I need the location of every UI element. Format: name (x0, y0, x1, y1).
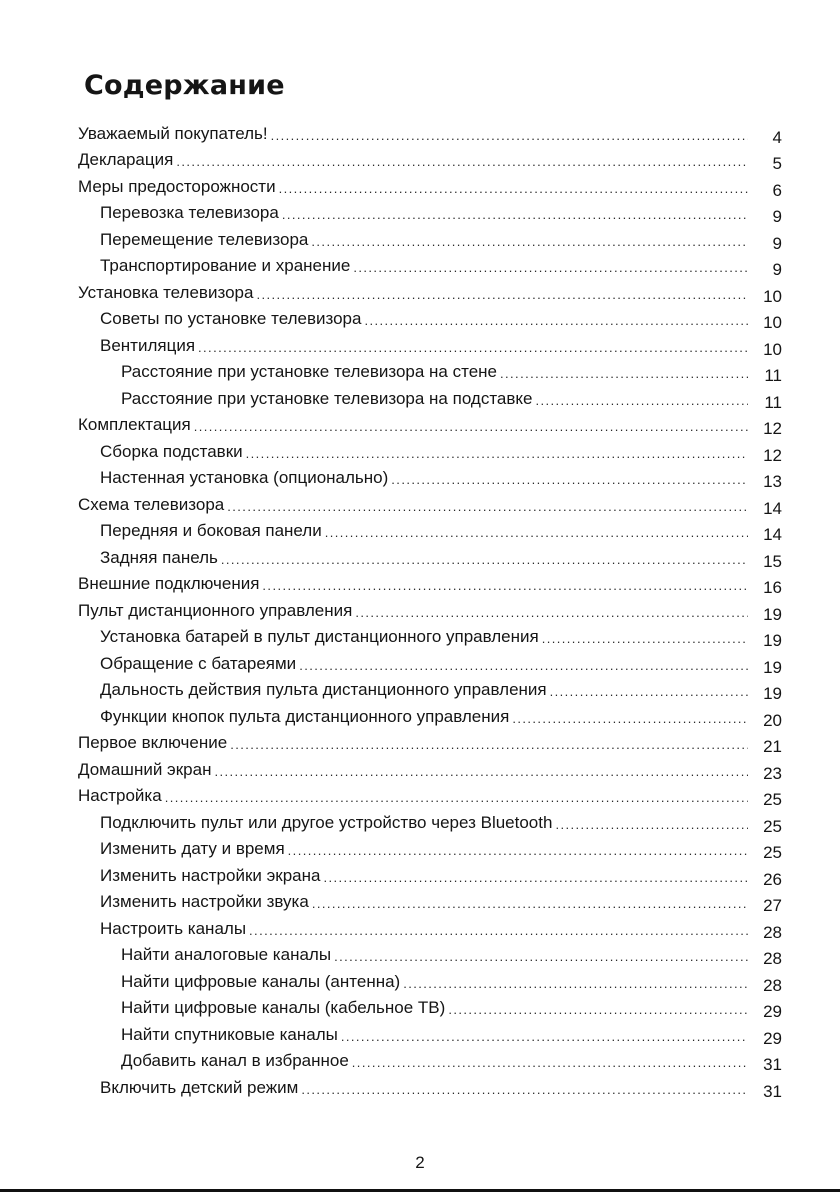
toc-entry-page: 25 (763, 843, 782, 862)
toc-entry-page: 16 (763, 578, 782, 597)
toc-entry[interactable] (78, 1045, 782, 1072)
toc-entry-label: Декларация (78, 150, 174, 169)
toc-entry[interactable] (78, 674, 782, 701)
toc-entry-label: Найти цифровые каналы (кабельное ТВ) (121, 998, 446, 1017)
dot-leader (542, 631, 748, 647)
toc-entry-label: Меры предосторожности (78, 176, 276, 196)
dot-leader (288, 843, 748, 859)
toc-entry[interactable] (78, 647, 782, 677)
toc-entry-page: 9 (772, 260, 782, 279)
toc-entry-label: Изменить дату и время (100, 839, 285, 858)
dot-leader (512, 711, 748, 727)
toc-entry-page: 27 (763, 896, 782, 915)
toc-entry-page: 31 (763, 1055, 782, 1074)
toc-entry[interactable] (78, 488, 782, 518)
toc-entry-label: Пульт дистанционного управления (78, 600, 353, 620)
table-of-contents (78, 117, 782, 1101)
toc-entry[interactable] (78, 382, 782, 412)
toc-entry-page: 28 (763, 975, 782, 995)
toc-entry[interactable] (78, 541, 782, 571)
toc-entry-page: 10 (763, 313, 782, 332)
toc-entry-page: 28 (763, 922, 782, 942)
toc-entry[interactable] (78, 886, 782, 913)
dot-leader (246, 446, 748, 462)
toc-entry[interactable] (78, 276, 782, 306)
toc-entry[interactable] (78, 329, 782, 359)
toc-entry[interactable] (78, 753, 782, 783)
dot-leader (341, 1029, 748, 1045)
dot-leader (550, 684, 748, 700)
toc-entry-label: Настройка (78, 786, 162, 805)
toc-entry-label: Обращение с батареями (100, 653, 297, 673)
toc-entry-page: 6 (772, 180, 782, 200)
toc-entry-label: Настенная установка (опционально) (100, 468, 389, 487)
toc-entry-label: Установка телевизора (78, 282, 254, 302)
page-number: 2 (415, 1153, 425, 1172)
dot-leader (176, 154, 748, 170)
toc-entry-page: 10 (763, 339, 782, 359)
toc-entry-label: Настроить каналы (100, 918, 247, 938)
toc-entry[interactable] (78, 965, 782, 995)
toc-entry-page: 19 (763, 631, 782, 650)
toc-entry[interactable] (78, 806, 782, 836)
dot-leader (403, 976, 748, 992)
dot-leader (364, 313, 748, 329)
toc-entry[interactable] (78, 939, 782, 966)
dot-leader (214, 764, 748, 780)
toc-entry-label: Вентиляция (100, 335, 196, 355)
toc-entry[interactable] (78, 223, 782, 253)
dot-leader (279, 181, 748, 197)
toc-entry[interactable] (78, 409, 782, 436)
toc-entry-label: Уважаемый покупатель! (78, 123, 268, 143)
toc-entry[interactable] (78, 462, 782, 489)
toc-entry-label: Комплектация (78, 415, 191, 434)
dot-leader (282, 207, 748, 223)
toc-entry[interactable] (78, 250, 782, 277)
dot-leader (198, 340, 748, 356)
toc-entry-label: Добавить канал в избранное (121, 1051, 349, 1070)
page-title: Содержание (84, 70, 285, 101)
dot-leader (249, 923, 748, 939)
toc-entry[interactable] (78, 621, 782, 648)
toc-entry-page: 19 (763, 684, 782, 703)
toc-entry-page: 13 (763, 472, 782, 491)
toc-entry-page: 21 (763, 737, 782, 756)
dot-leader (325, 525, 748, 541)
toc-entry-page: 9 (772, 233, 782, 253)
dot-leader (262, 578, 748, 594)
dot-leader (500, 366, 748, 382)
toc-entry[interactable] (78, 303, 782, 330)
dot-leader (271, 128, 748, 144)
toc-entry-page: 26 (763, 869, 782, 889)
toc-entry-page: 28 (763, 949, 782, 968)
toc-entry-label: Транспортирование и хранение (100, 256, 351, 275)
toc-entry-page: 12 (763, 419, 782, 438)
toc-entry[interactable] (78, 700, 782, 730)
toc-entry[interactable] (78, 197, 782, 224)
toc-entry-page: 14 (763, 525, 782, 544)
toc-entry-page: 5 (772, 154, 782, 173)
dot-leader (535, 393, 748, 409)
toc-entry[interactable] (78, 780, 782, 807)
toc-entry-label: Передняя и боковая панели (100, 521, 322, 540)
toc-entry[interactable] (78, 170, 782, 200)
toc-entry[interactable] (78, 356, 782, 383)
toc-entry[interactable] (78, 859, 782, 889)
toc-entry-label: Первое включение (78, 733, 228, 752)
toc-entry-page: 19 (763, 604, 782, 624)
toc-entry[interactable] (78, 1071, 782, 1101)
dot-leader (334, 949, 748, 965)
toc-entry[interactable] (78, 435, 782, 465)
toc-entry-label: Функции кнопок пульта дистанционного управления (100, 706, 510, 726)
toc-entry-label: Схема телевизора (78, 494, 225, 514)
toc-entry[interactable] (78, 833, 782, 860)
toc-entry-page: 29 (763, 1028, 782, 1048)
dot-leader (352, 1055, 748, 1071)
dot-leader (301, 1082, 748, 1098)
toc-entry[interactable] (78, 568, 782, 595)
toc-entry-page: 31 (763, 1081, 782, 1101)
toc-entry-label: Расстояние при установке телевизора на стене (121, 362, 498, 381)
dot-leader (448, 1002, 748, 1018)
toc-entry-label: Подключить пульт или другое устройство через Bluetooth (100, 812, 553, 832)
toc-entry-label: Найти спутниковые каналы (121, 1024, 338, 1044)
toc-entry-page: 23 (763, 763, 782, 783)
dot-leader (227, 499, 748, 515)
toc-entry-label: Расстояние при установке телевизора на подставке (121, 388, 533, 408)
toc-entry-label: Включить детский режим (100, 1077, 299, 1097)
toc-entry[interactable] (78, 594, 782, 624)
dot-leader (555, 817, 748, 833)
toc-entry-label: Задняя панель (100, 547, 218, 567)
toc-entry-page: 20 (763, 710, 782, 730)
dot-leader (221, 552, 748, 568)
dot-leader (230, 737, 748, 753)
dot-leader (165, 790, 748, 806)
dot-leader (256, 287, 748, 303)
toc-entry-page: 11 (764, 392, 782, 412)
toc-entry[interactable] (78, 1018, 782, 1048)
dot-leader (391, 472, 748, 488)
toc-entry-label: Изменить настройки звука (100, 892, 309, 911)
toc-entry-label: Внешние подключения (78, 574, 260, 593)
toc-entry-label: Перевозка телевизора (100, 203, 279, 222)
toc-entry-label: Установка батарей в пульт дистанционного управления (100, 627, 539, 646)
toc-entry[interactable] (78, 727, 782, 754)
toc-entry-page: 10 (763, 286, 782, 306)
dot-leader (355, 605, 748, 621)
dot-leader (311, 234, 748, 250)
toc-entry-page: 9 (772, 207, 782, 226)
toc-entry-page: 19 (763, 657, 782, 677)
toc-entry-label: Домашний экран (78, 759, 212, 779)
toc-entry-page: 29 (763, 1002, 782, 1021)
toc-entry-label: Перемещение телевизора (100, 229, 309, 249)
toc-entry-label: Советы по установке телевизора (100, 309, 362, 328)
dot-leader (323, 870, 748, 886)
toc-entry-label: Найти аналоговые каналы (121, 945, 332, 964)
toc-entry-label: Сборка подставки (100, 441, 243, 461)
dot-leader (353, 260, 748, 276)
toc-entry-page: 15 (763, 551, 782, 571)
dot-leader (299, 658, 748, 674)
toc-entry-page: 11 (764, 366, 782, 385)
toc-entry-label: Изменить настройки экрана (100, 865, 321, 885)
toc-entry[interactable] (78, 117, 782, 147)
toc-entry-page: 25 (763, 816, 782, 836)
toc-entry-page: 4 (772, 127, 782, 147)
toc-entry[interactable] (78, 144, 782, 171)
toc-entry[interactable] (78, 912, 782, 942)
toc-entry-page: 25 (763, 790, 782, 809)
dot-leader (312, 896, 748, 912)
dot-leader (194, 419, 748, 435)
toc-entry[interactable] (78, 515, 782, 542)
toc-entry-page: 12 (763, 445, 782, 465)
toc-entry-label: Найти цифровые каналы (антенна) (121, 971, 401, 991)
toc-entry-page: 14 (763, 498, 782, 518)
toc-entry-label: Дальность действия пульта дистанционного управления (100, 680, 547, 699)
toc-entry[interactable] (78, 992, 782, 1019)
